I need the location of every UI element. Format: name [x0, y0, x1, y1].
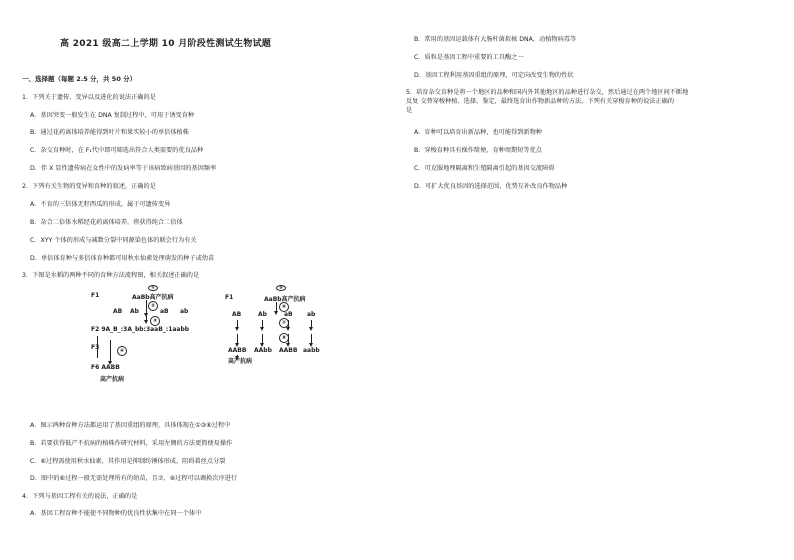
diagram-left-gamete-3: aB	[160, 308, 169, 315]
diagram-left-step-3: ③	[150, 316, 160, 326]
right-line-4: 反复 交替穿梭种植、选择、鉴定，最终选育出作物新品种的方法。下列有关穿梭育种的说法正确的	[406, 98, 675, 105]
diagram-left-step-4: ④	[117, 346, 127, 356]
right-line-8: C．可克服地理隔离和生殖隔离引起的基因交流障碍	[414, 165, 555, 172]
left-line-9: D．单倍体育种与多倍体育种都可用秋水仙素处理萌发的种子或幼苗	[30, 255, 215, 262]
diagram-left-gamete-2: Ab	[130, 308, 139, 315]
left-line-8: C．XYY 个体的形成与减数分裂中同源染色体的联会行为有关	[30, 237, 197, 244]
diagram-right-gamete-4: ab	[307, 311, 316, 318]
right-line-6: A．育种可以培育出新品种，也可能得到新物种	[414, 129, 542, 136]
right-line-9: D．可扩大优良基因的选择范围，优势互补改良作物品种	[414, 183, 568, 190]
diagram-left-parent: AaBb高产抗病	[132, 294, 174, 301]
page-title: 高 2021 级高二上学期 10 月阶段性测试生物试题	[60, 39, 272, 49]
left-line-1: A．基因突变一般发生在 DNA 复制过程中，可用于诱变育种	[30, 112, 195, 119]
right-line-7: B．穿梭育种具有操作简便、育种周期短等优点	[414, 147, 542, 154]
diagram-left-f3: F3	[91, 344, 100, 351]
left-line-7: B．杂合二倍体水稻经花药离体培养，将获得纯合二倍体	[30, 219, 183, 226]
diagram-right-result: 高产抗病	[228, 358, 253, 365]
diagram-right-gamete-1: AB	[232, 311, 242, 318]
right-line-5: 是	[406, 107, 413, 114]
left-line-6: A．不育的三倍体无籽西瓜的形成，属于可遗传变异	[30, 201, 171, 208]
left-line-0: 1．下列关于遗传、变异以及进化的说法正确的是	[22, 94, 156, 101]
left-line-13: C．⑥过程需使用秋水仙素，其作用是抑制纺锤体形成，阻碍着丝点分裂	[30, 458, 226, 465]
diagram-left-f2: F2 9A_B_:3A_bb:3aaB_:1aabb	[91, 326, 190, 333]
diagram-right-offspring-3: AABB	[279, 347, 298, 354]
diagram-right-step-7: ⑦	[279, 318, 289, 328]
right-line-3: 5．培育杂交育种是将一个地区的品种和国内外其他地区的品种进行杂交，然后通过在两个地区间不断地	[406, 89, 689, 96]
left-line-12: B．若要获得低产不抗病的植株作研究材料，采用左侧的方法更简便易操作	[30, 440, 233, 447]
left-line-10: 3．下图是水稻的两种不同的育种方法流程图，相关叙述正确的是	[22, 272, 200, 279]
diagram-right-offspring-1: AABB	[228, 347, 247, 354]
diagram-right-step-8: ⑧	[279, 333, 289, 343]
left-line-2: B．通过花药离体培养能得到叶片和果实较小的单倍体植株	[30, 129, 189, 136]
diagram-right-f1: F1	[225, 294, 234, 301]
diagram-right-step-6: ⑥	[279, 302, 289, 312]
diagram-left-gamete-1: AB	[113, 308, 123, 315]
right-line-1: C．质粒是基因工程中重要的工具酶之一	[414, 54, 524, 61]
diagram-right-parent: AaBb高产抗病	[264, 296, 306, 303]
left-line-16: A．基因工程育种不能使不同物种的优良性状集中在同一个体中	[30, 510, 202, 517]
diagram-right-gamete-3: aB	[284, 311, 293, 318]
diagram-right-offspring-4: aabb	[303, 347, 320, 354]
left-line-5: 2．下列有关生物的变异和育种的叙述，正确的是	[22, 183, 156, 190]
right-line-0: B．常用的基因运载体有大肠杆菌拟核 DNA，动植物病毒等	[414, 36, 577, 43]
left-line-11: A．图示两种育种方法都运用了基因重组的原理，具体体现在①③⑥过程中	[30, 422, 231, 429]
left-line-4: D．伴 X 显性遗传病在女性中的发病率等于该病致病基因的基因频率	[30, 165, 217, 172]
diagram-left-step-1: ①	[148, 285, 158, 291]
diagram-left-gamete-4: ab	[180, 308, 189, 315]
diagram-right-gamete-2: Ab	[258, 311, 267, 318]
diagram-left-step-2: ②	[148, 301, 158, 311]
left-line-14: D．图中的⑥过程一般无需处理所有的幼苗，且⑦、⑧过程可以调换次序进行	[30, 475, 238, 482]
right-line-2: D．基因工程利用基因重组的原理，可定向改变生物的性状	[414, 72, 574, 79]
left-line-3: C．杂交育种时，在 F₁代中即可筛选出符合人类需要的优良品种	[30, 147, 204, 154]
diagram-right-offspring-2: AAbb	[254, 347, 272, 354]
diagram-left-f1: F1	[91, 292, 100, 299]
left-line-15: 4．下列与基因工程有关的说法，正确的是	[22, 493, 138, 500]
section-heading: 一、选择题（每题 2.5 分，共 50 分）	[22, 75, 137, 83]
diagram-left-f6: F6 AABB	[91, 364, 120, 371]
diagram-left-result: 高产抗病	[100, 376, 125, 383]
diagram-right-step-5: ⑤	[276, 285, 286, 291]
